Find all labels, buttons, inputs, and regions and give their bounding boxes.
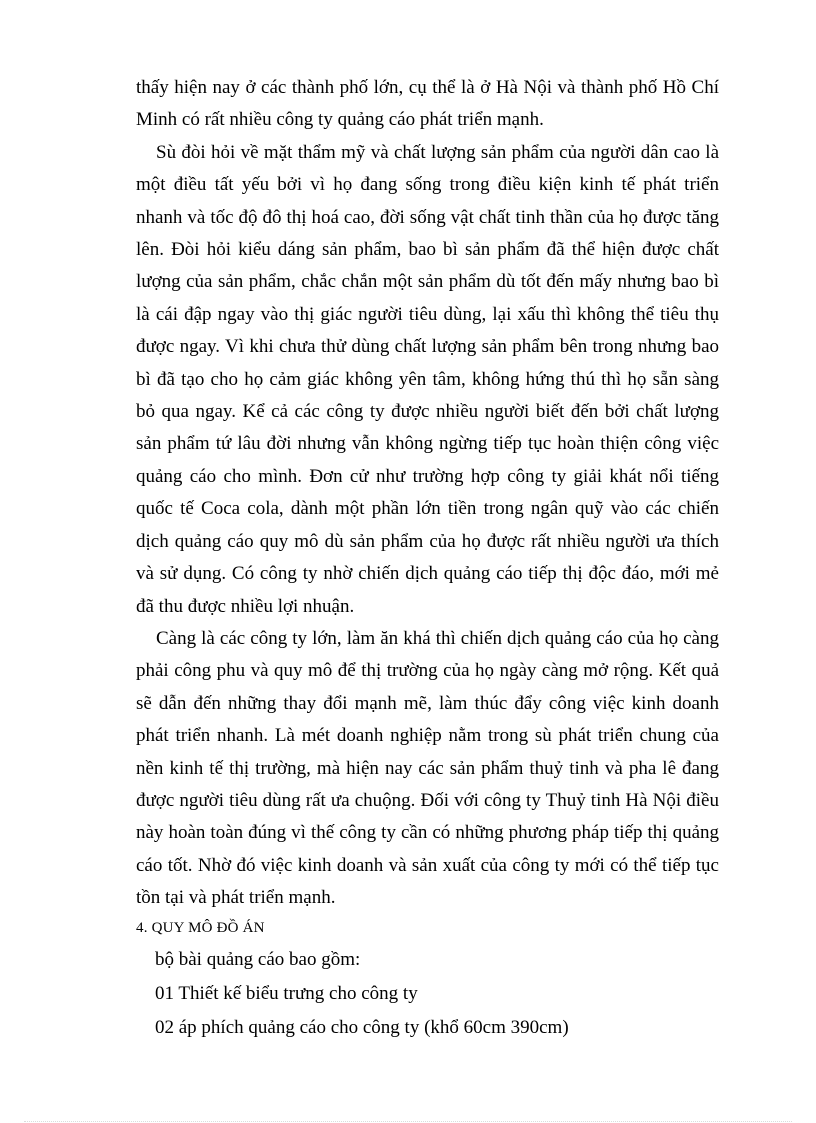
paragraph-large-companies: Càng là các công ty lớn, làm ăn khá thì chiến dịch quảng cáo của họ càng phải công phu và quy mô để thị trường của họ ngày càng mở rộng. Kết quả sẽ dẫn đến những thay đổi mạnh mẽ, làm thúc đẩy công việc kinh doanh phát triển nhanh. Là mét doanh nghiệp nằm trong sù phát triển chung của nền kinh tế thị trường, mà hiện nay các sản phẩm thuỷ tinh và pha lê đang được người tiêu dùng rất ưa chuộng. Đối với công ty Thuỷ tinh Hà Nội điều này hoàn toàn đúng vì thế công ty cần có những phương pháp tiếp thị quảng cáo tốt. Nhờ đó việc kinh doanh và sản xuất của công ty mới có thể tiếp tục tồn tại và phát triển mạnh.	[136, 627, 719, 909]
paragraph-continuation: thấy hiện nay ở các thành phố lớn, cụ thể là ở Hà Nội và thành phố Hồ Chí Minh có rất nhiều công ty quảng cáo phát triển mạnh.	[136, 77, 719, 131]
page-bottom-divider	[24, 1121, 792, 1122]
list-item: 02 áp phích quảng cáo cho công ty (khổ 60cm 390cm)	[155, 1016, 569, 1038]
section-heading: 4. QUY MÔ ĐỒ ÁN	[136, 919, 265, 936]
paragraph-aesthetic-demand: Sù đòi hỏi về mặt thẩm mỹ và chất lượng sản phẩm của người dân cao là một điều tất yếu bởi vì họ đang sống trong điều kiện kinh tế phát triển nhanh và tốc độ đô thị hoá cao, đời sống vật chất tinh thần của họ được tăng lên. Đòi hỏi kiểu dáng sản phẩm, bao bì sản phẩm đã thể hiện được chất lượng của sản phẩm, chắc chắn một sản phẩm dù tốt đến mấy nhưng bao bì là cái đập ngay vào thị giác người tiêu dùng, lại xấu thì không thể tiêu thụ được ngay. Vì khi chưa thử dùng chất lượng sản phẩm bên trong nhưng bao bì đã tạo cho họ cảm giác không yên tâm, không hứng thú thì họ sẵn sàng bỏ qua ngay. Kể cả các công ty được nhiều người biết đến bởi chất lượng sản phẩm tứ lâu đời nhưng vẫn không ngừng tiếp tục hoàn thiện công việc quảng cáo cho mình. Đơn cử như trường hợp công ty giải khát nổi tiếng quốc tế Coca cola, dành một phần lớn tiền trong ngân quỹ vào các chiến dịch quảng cáo quy mô dù sản phẩm của họ được rất nhiều người ưa thích và sử dụng. Có công ty nhờ chiến dịch quảng cáo tiếp thị độc đáo, mới mẻ đã thu được nhiều lợi nhuận.	[136, 141, 719, 617]
document-body	[136, 72, 719, 1045]
list-item: 01 Thiết kế biểu trưng cho công ty	[155, 982, 418, 1004]
list-intro: bộ bài quảng cáo bao gồm:	[155, 948, 361, 970]
